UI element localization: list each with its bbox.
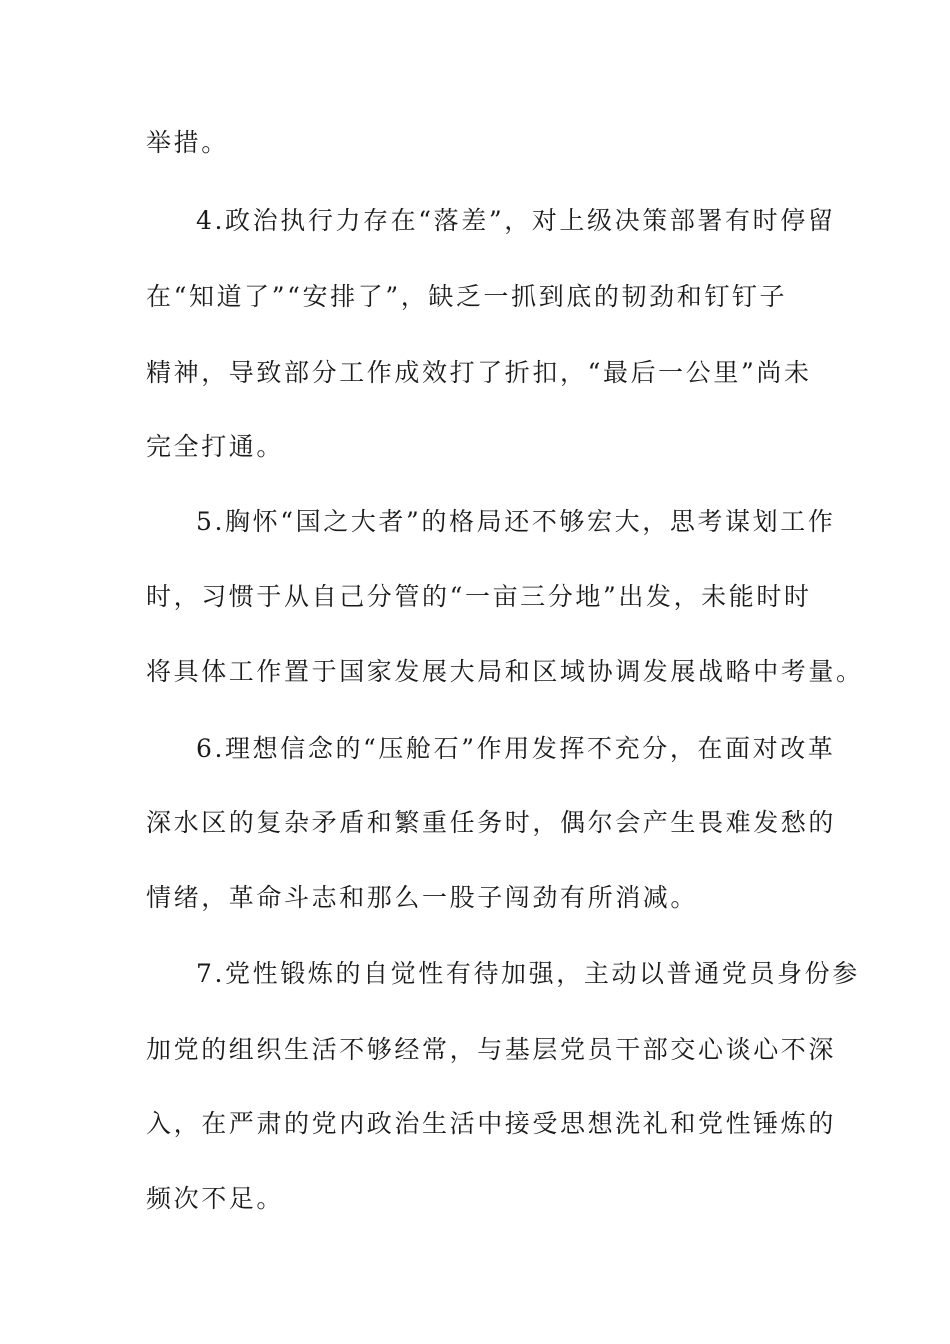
text-line-item-6-end: 情绪，革命斗志和那么一股子闯劲有所消减。 <box>146 883 699 912</box>
text-line-item-4-start: 4.政治执行力存在“落差”，对上级决策部署有时停留 <box>196 206 836 235</box>
text-line-item-7-end: 频次不足。 <box>146 1184 285 1213</box>
text-line-paragraph-3-end: 举措。 <box>146 128 229 157</box>
text-line-item-5: 时，习惯于从自己分管的“一亩三分地”出发，未能时时 <box>146 582 812 611</box>
text-line-item-4: 在“知道了”“安排了”，缺乏一抓到底的韧劲和钉钉子 <box>146 282 788 311</box>
text-line-item-4-end: 完全打通。 <box>146 432 285 461</box>
text-line-item-5-end: 将具体工作置于国家发展大局和区域协调发展战略中考量。 <box>146 657 864 686</box>
text-line-item-7: 加党的组织生活不够经常，与基层党员干部交心谈心不深 <box>146 1035 837 1064</box>
text-line-item-6-start: 6.理想信念的“压舱石”作用发挥不充分，在面对改革 <box>196 734 836 763</box>
text-line-item-7: 入，在严肃的党内政治生活中接受思想洗礼和党性锤炼的 <box>146 1109 837 1138</box>
text-line-item-4: 精神，导致部分工作成效打了折扣，“最后一公里”尚未 <box>146 358 812 387</box>
text-line-item-7-start: 7.党性锻炼的自觉性有待加强，主动以普通党员身份参 <box>196 959 860 988</box>
text-line-item-5-start: 5.胸怀“国之大者”的格局还不够宏大，思考谋划工作 <box>196 507 836 536</box>
text-line-item-6: 深水区的复杂矛盾和繁重任务时，偶尔会产生畏难发愁的 <box>146 808 837 837</box>
